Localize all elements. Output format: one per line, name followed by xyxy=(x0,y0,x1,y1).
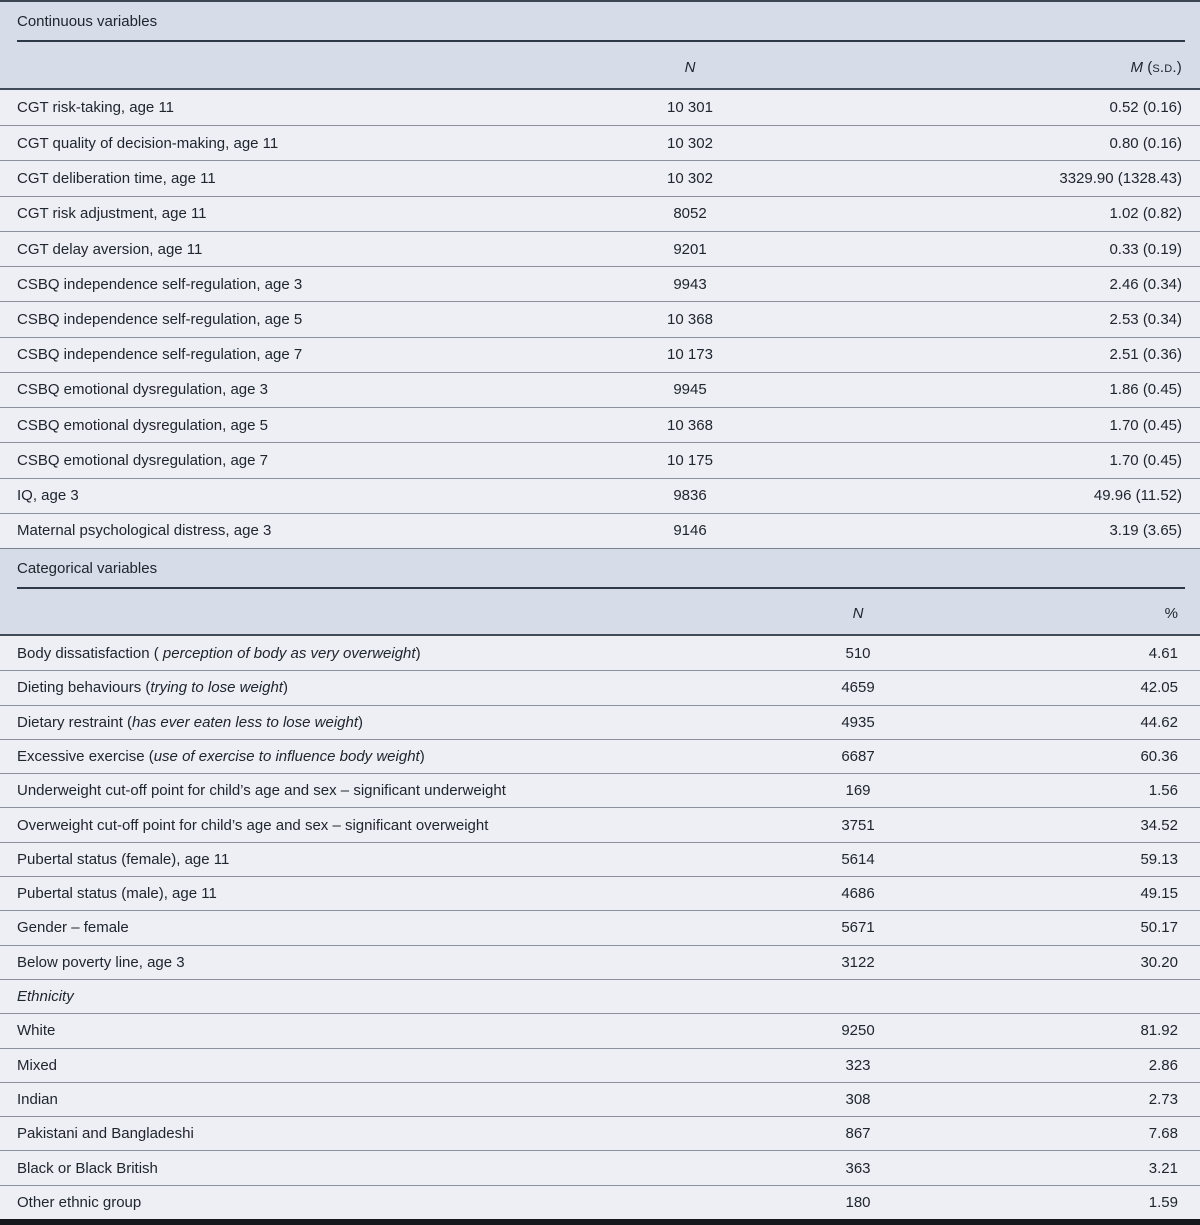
table-row xyxy=(0,196,1200,231)
row-label: CSBQ emotional dysregulation, age 3 xyxy=(17,381,268,399)
n-value: 867 xyxy=(845,1125,871,1143)
table-row xyxy=(0,945,1200,979)
table-row xyxy=(0,636,1200,670)
table-row xyxy=(0,125,1200,160)
m-sd-value: 49.96 (11.52) xyxy=(1093,487,1182,505)
row-label: CSBQ emotional dysregulation, age 5 xyxy=(17,416,268,434)
table-row xyxy=(0,1082,1200,1116)
percent-value: 4.61 xyxy=(1148,644,1178,662)
continuous-rows xyxy=(0,90,1200,548)
percent-value: 2.86 xyxy=(1148,1056,1178,1074)
column-header-percent: % xyxy=(1164,605,1178,622)
m-sd-value: 1.02 (0.82) xyxy=(1109,205,1182,223)
n-value: 5671 xyxy=(841,919,875,937)
categorical-rows xyxy=(0,636,1200,1219)
n-value: 363 xyxy=(845,1159,871,1177)
row-label: Body dissatisfaction ( perception of body as very overweight) xyxy=(17,644,421,662)
row-label: CGT quality of decision-making, age 11 xyxy=(17,134,279,152)
table-row xyxy=(0,231,1200,266)
row-label: CGT risk adjustment, age 11 xyxy=(17,205,207,223)
table-row xyxy=(0,1048,1200,1082)
n-value: 9250 xyxy=(841,1022,875,1040)
percent-value: 30.20 xyxy=(1140,953,1178,971)
table-row xyxy=(0,160,1200,195)
subsection-label: Ethnicity xyxy=(17,988,74,1006)
row-label: Pubertal status (female), age 11 xyxy=(17,850,230,868)
row-label: CSBQ independence self-regulation, age 7 xyxy=(17,346,303,364)
n-value: 9943 xyxy=(673,275,707,293)
n-value: 4659 xyxy=(841,679,875,697)
row-label: Dieting behaviours (trying to lose weight) xyxy=(17,679,288,697)
n-value: 10 301 xyxy=(667,99,713,117)
table-row xyxy=(0,807,1200,841)
table-row xyxy=(0,90,1200,125)
table-row xyxy=(0,337,1200,372)
percent-value: 50.17 xyxy=(1140,919,1178,937)
row-label: Dietary restraint (has ever eaten less to lose weight) xyxy=(17,713,363,731)
row-label: CSBQ independence self-regulation, age 5 xyxy=(17,310,303,328)
percent-value: 49.15 xyxy=(1140,885,1178,903)
n-value: 3751 xyxy=(841,816,875,834)
n-value: 9201 xyxy=(673,240,707,258)
n-value: 10 175 xyxy=(667,451,713,469)
table-row xyxy=(0,442,1200,477)
m-sd-value: 1.86 (0.45) xyxy=(1109,381,1182,399)
n-value: 8052 xyxy=(673,205,707,223)
n-value: 4935 xyxy=(841,713,875,731)
row-label: Excessive exercise (use of exercise to influence body weight) xyxy=(17,748,425,766)
row-label: Other ethnic group xyxy=(17,1193,142,1211)
table-bottom-rule xyxy=(0,1219,1200,1225)
n-value: 4686 xyxy=(841,885,875,903)
n-value: 323 xyxy=(845,1056,871,1074)
row-label: CGT deliberation time, age 11 xyxy=(17,170,216,188)
m-sd-value: 0.52 (0.16) xyxy=(1109,99,1182,117)
m-sd-value: 0.80 (0.16) xyxy=(1109,134,1182,152)
section-title-continuous: Continuous variables xyxy=(17,12,1185,42)
categorical-title-wrap xyxy=(0,549,1200,589)
row-label: Below poverty line, age 3 xyxy=(17,953,185,971)
n-value: 6687 xyxy=(841,748,875,766)
n-value: 9945 xyxy=(673,381,707,399)
row-label: White xyxy=(17,1022,56,1040)
row-label: Pubertal status (male), age 11 xyxy=(17,885,217,903)
table-row xyxy=(0,876,1200,910)
table-row xyxy=(0,1185,1200,1219)
categorical-column-headers xyxy=(0,589,1200,634)
row-label: CSBQ emotional dysregulation, age 7 xyxy=(17,451,268,469)
row-label: Gender – female xyxy=(17,919,129,937)
table-row xyxy=(0,739,1200,773)
column-header-n: N xyxy=(684,58,696,76)
table-row xyxy=(0,705,1200,739)
m-sd-value: 3329.90 (1328.43) xyxy=(1059,170,1182,188)
row-label: CSBQ independence self-regulation, age 3 xyxy=(17,275,303,293)
n-value: 308 xyxy=(845,1090,871,1108)
percent-value: 34.52 xyxy=(1140,816,1178,834)
row-label: Black or Black British xyxy=(17,1159,158,1177)
row-label: Underweight cut-off point for child’s age and sex – significant underweight xyxy=(17,782,506,800)
row-label: Maternal psychological distress, age 3 xyxy=(17,522,272,540)
row-label: IQ, age 3 xyxy=(17,487,79,505)
n-value: 5614 xyxy=(841,850,875,868)
n-value: 10 302 xyxy=(667,134,713,152)
section-title-categorical: Categorical variables xyxy=(17,559,1185,589)
row-label: Overweight cut-off point for child’s age and sex – significant overweight xyxy=(17,816,489,834)
table-row xyxy=(0,301,1200,336)
table-row xyxy=(0,910,1200,944)
row-label: CGT delay aversion, age 11 xyxy=(17,240,203,258)
m-sd-value: 2.51 (0.36) xyxy=(1109,346,1182,364)
percent-value: 1.59 xyxy=(1148,1193,1178,1211)
percent-value: 2.73 xyxy=(1148,1090,1178,1108)
table-row xyxy=(0,513,1200,548)
row-label: Pakistani and Bangladeshi xyxy=(17,1125,194,1143)
table-row xyxy=(0,372,1200,407)
percent-value: 42.05 xyxy=(1140,679,1178,697)
row-label: Indian xyxy=(17,1090,58,1108)
column-header-m-sd: M (s.d.) xyxy=(1130,58,1182,76)
percent-value: 7.68 xyxy=(1148,1125,1178,1143)
table-row xyxy=(0,407,1200,442)
continuous-section-header xyxy=(0,2,1200,90)
percent-value: 60.36 xyxy=(1140,748,1178,766)
n-value: 10 368 xyxy=(667,416,713,434)
m-sd-value: 0.33 (0.19) xyxy=(1109,240,1182,258)
n-value: 10 302 xyxy=(667,170,713,188)
percent-value: 1.56 xyxy=(1148,782,1178,800)
table-row xyxy=(0,670,1200,704)
percent-value: 3.21 xyxy=(1148,1159,1178,1177)
m-sd-value: 2.46 (0.34) xyxy=(1109,275,1182,293)
n-value: 180 xyxy=(845,1193,871,1211)
table-row xyxy=(0,1150,1200,1184)
m-sd-value: 3.19 (3.65) xyxy=(1109,522,1182,540)
n-value: 10 368 xyxy=(667,310,713,328)
table-row xyxy=(0,842,1200,876)
n-value: 9836 xyxy=(673,487,707,505)
table-row xyxy=(0,773,1200,807)
table-row xyxy=(0,266,1200,301)
n-value: 169 xyxy=(845,782,871,800)
m-sd-value: 1.70 (0.45) xyxy=(1109,416,1182,434)
percent-value: 59.13 xyxy=(1140,850,1178,868)
row-label: CGT risk-taking, age 11 xyxy=(17,99,175,117)
n-value: 510 xyxy=(845,644,871,662)
percent-value: 44.62 xyxy=(1140,713,1178,731)
table-row xyxy=(0,1013,1200,1047)
continuous-column-headers xyxy=(0,42,1200,88)
n-value: 3122 xyxy=(841,953,875,971)
m-sd-value: 1.70 (0.45) xyxy=(1109,451,1182,469)
n-value: 9146 xyxy=(673,522,707,540)
m-sd-value: 2.53 (0.34) xyxy=(1109,310,1182,328)
percent-value: 81.92 xyxy=(1140,1022,1178,1040)
continuous-title-wrap xyxy=(0,2,1200,42)
table-row xyxy=(0,1116,1200,1150)
column-header-n: N xyxy=(852,605,864,622)
categorical-section-header xyxy=(0,548,1200,636)
n-value: 10 173 xyxy=(667,346,713,364)
row-label: Mixed xyxy=(17,1056,58,1074)
table-row xyxy=(0,478,1200,513)
table-row xyxy=(0,979,1200,1013)
